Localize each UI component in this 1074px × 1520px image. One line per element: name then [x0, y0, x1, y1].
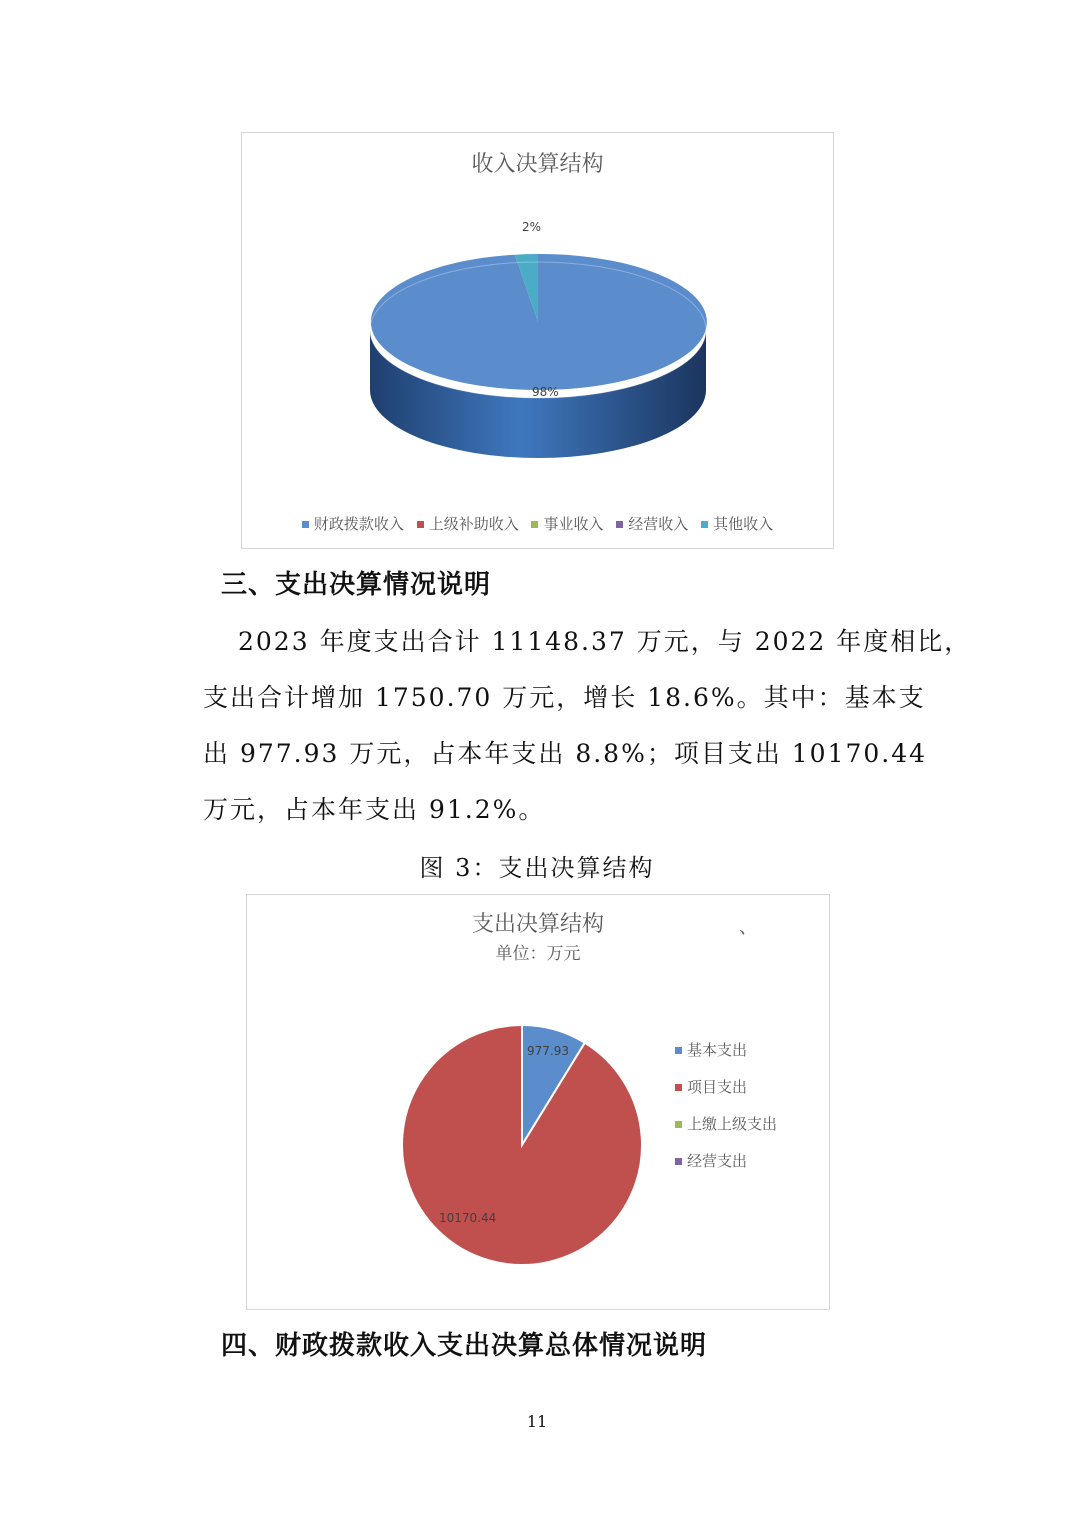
- income-legend: [242, 513, 833, 534]
- stray-punctuation: 、: [739, 917, 757, 938]
- chart-title: 支出决算结构: [471, 912, 604, 937]
- data-label-other: 2%: [522, 220, 542, 234]
- section-3-heading: 三、支出决算情况说明: [221, 570, 492, 600]
- pie-slice-project: [402, 1025, 642, 1265]
- page-number: 11: [526, 1412, 548, 1431]
- legend-item: 上级补助收入: [417, 513, 519, 534]
- paragraph-line: 2023 年度支出合计 11148.37 万元，与 2022 年度相比，: [238, 627, 972, 656]
- legend-item: 其他收入: [701, 513, 773, 534]
- section-4-heading: 四、财政拨款收入支出决算总体情况说明: [221, 1331, 708, 1361]
- expenditure-structure-chart: [246, 894, 830, 1310]
- paragraph-line: 万元，占本年支出 91.2%。: [203, 795, 546, 824]
- legend-item: 事业收入: [531, 513, 603, 534]
- legend-item: 项目支出: [675, 1076, 777, 1113]
- paragraph-line: 支出合计增加 1750.70 万元，增长 18.6%。其中：基本支: [203, 683, 926, 712]
- figure-caption: 图 3：支出决算结构: [419, 854, 655, 882]
- data-label-main: 98%: [532, 385, 559, 399]
- data-label-basic: 977.93: [527, 1044, 569, 1058]
- data-label-project: 10170.44: [439, 1211, 497, 1225]
- income-pie-svg: [242, 133, 835, 550]
- legend-item: 经营收入: [616, 513, 688, 534]
- legend-item: 财政拨款收入: [302, 513, 404, 534]
- legend-item: 基本支出: [675, 1039, 777, 1076]
- income-structure-chart: [241, 132, 834, 549]
- paragraph-line: 出 977.93 万元，占本年支出 8.8%；项目支出 10170.44: [203, 739, 928, 768]
- expenditure-legend: [675, 1039, 777, 1187]
- chart-title: 收入决算结构: [471, 152, 604, 177]
- pie-slice-fiscal-allocation: [371, 254, 707, 390]
- legend-item: 上缴上级支出: [675, 1113, 777, 1150]
- chart-subtitle: 单位：万元: [495, 944, 581, 964]
- legend-item: 经营支出: [675, 1150, 777, 1187]
